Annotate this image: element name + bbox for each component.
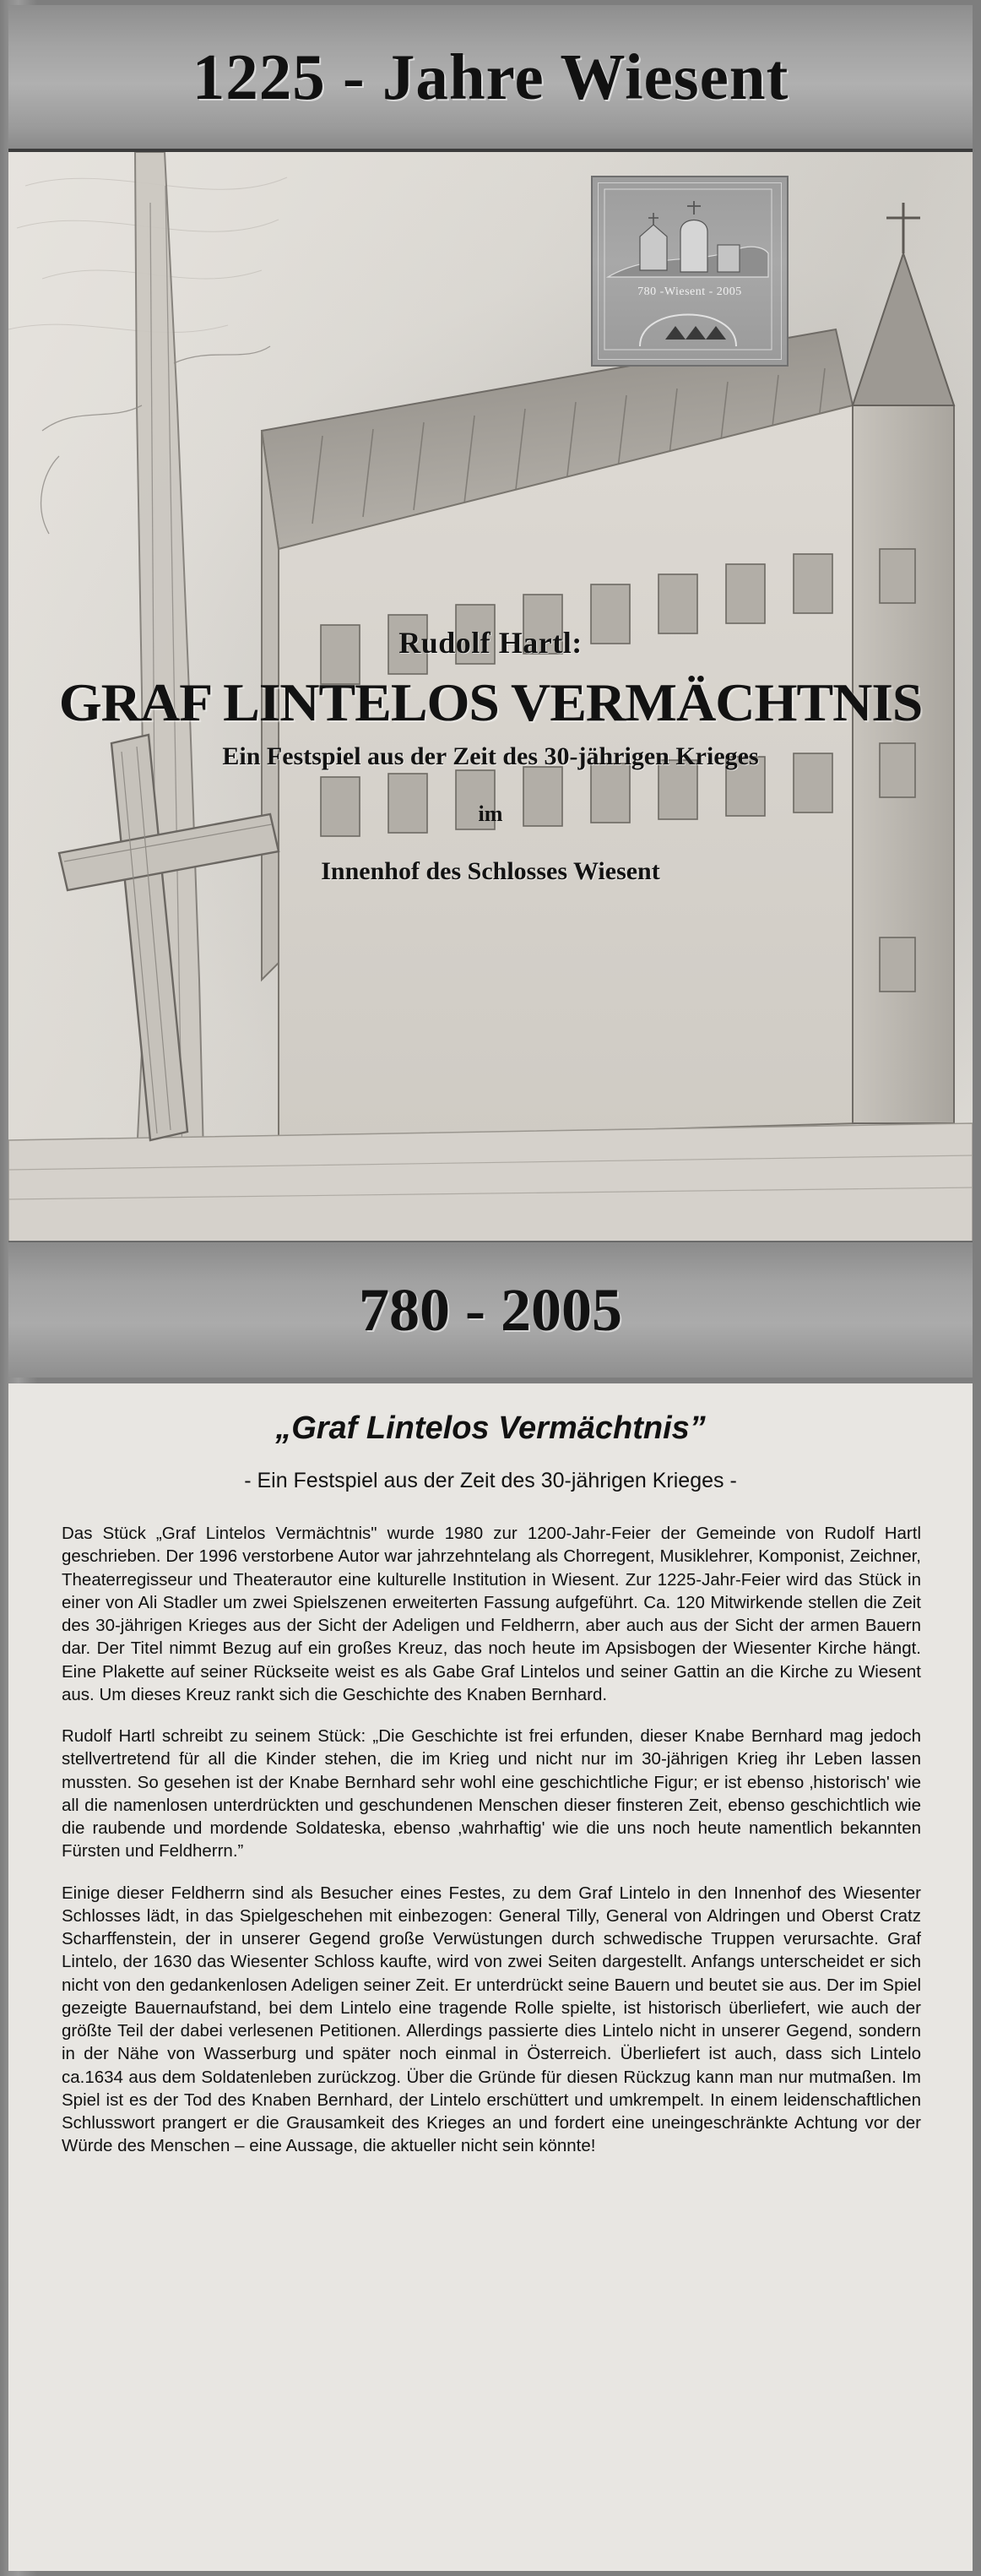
article-paragraph: Rudolf Hartl schreibt zu seinem Stück: „Die Geschichte ist frei erfunden, dieser Knabe Bernhard mag jedoch stellvertretend für all die Kinder stehen, die im Krieg und nicht nur im 30-jährigen Krieg ihr Leben lassen mussten. So gesehen ist der Knabe Bernhard sehr wohl eine geschichtliche Figur; er ist ebenso ‚historisch' wie all die namenlosen unterdrückten und geschundenen Menschen dieser finsteren Zeit, ebenso geschichtlich wie die raubende und mordende Soldateska, ebenso ‚wahrhaftig' wie die uns noch heute namentlich bekannten Fürsten und Feldherrn.” — [62, 1726, 921, 1861]
article-paragraph: Einige dieser Feldherrn sind als Besucher eines Festes, zu dem Graf Lintelo in den Innenhof des Wiesenter Schlosses lädt, in das Spielgeschehen mit einbezogen: General Tilly, General von Aldringen und Oberst Cratz Scharffenstein, der in unserer Gegend große Verwüstungen durch schwedische Truppen verursachte. Graf Lintelo, der 1630 das Wiesenter Schloss kaufte, wird von zwei Seiten dargestellt. Anfangs unterscheidet er sich nicht von den gedankenlosen Adeligen seiner Zeit. Er unterdrückt seine Bauern und beutet sie aus. Der im Spiel gezeigte Bauernaufstand, bei dem Lintelo eine tragende Rolle spielte, ist historisch überliefert, wie auch der größte Teil der dabei verlesenen Petitionen. Allerdings passierte dies Lintelo nicht in unserer Gegend, sondern in der Nähe von Wasserburg und später noch einmal in Österreich. Überliefert ist auch, dass sich Lintelo ca.1634 aus dem Soldatenleben zurückzog. Über die Gründe für diesen Rückzug kann man nur mutmaßen. Im Spiel ist es der Tod des Knaben Bernhard, der Lintelo erschüttert und umkrempelt. In einem leidenschaftlichen Schlusswort prangert er die Grausamkeit des Krieges an und fordert eine uneingeschränkte Achtung vor der Würde des Menschen – eine Aussage, die aktueller nicht sein könnte! — [62, 1883, 921, 2156]
poster-author: Rudolf Hartl: — [398, 626, 583, 660]
poster-play-subtitle: Ein Festspiel aus der Zeit des 30-jährigen Krieges — [222, 742, 759, 770]
article-content — [55, 1404, 926, 2158]
poster-bottom-banner — [8, 1241, 973, 1378]
pencil-sketch-illustration — [8, 152, 973, 1242]
emblem-artwork — [593, 177, 783, 361]
poster-graphic — [8, 5, 973, 1378]
poster-year-range: 780 - 2005 — [359, 1275, 622, 1344]
poster-text-block — [8, 625, 973, 886]
emblem-year-label: 780 -Wiesent - 2005 — [637, 285, 742, 298]
poster-venue: Innenhof des Schlosses Wiesent — [321, 857, 660, 885]
poster-top-banner — [8, 5, 973, 152]
poster-title-year: 1225 - Jahre Wiesent — [192, 40, 789, 113]
poster-connector: im — [478, 802, 503, 826]
article-section — [8, 1383, 973, 2571]
article-title: „Graf Lintelos Vermächtnis” — [275, 1410, 706, 1446]
article-subtitle: - Ein Festspiel aus der Zeit des 30-jährigen Krieges - — [244, 1469, 737, 1492]
article-paragraph: Das Stück „Graf Lintelos Vermächtnis" wurde 1980 zur 1200-Jahr-Feier der Gemeinde von Rudolf Hartl geschrieben. Der 1996 verstorbene Autor war jahrzehntelang als Chorregent, Musiklehrer, Komponist, Zeichner, Theaterregisseur und Theaterautor eine kulturelle Institution in Wiesent. Zur 1225-Jahr-Feier wird das Stück in einer von Ali Stadler um zwei Spielszenen erweiterten Fassung aufgeführt. Ca. 120 Mitwirkende stellen die Zeit des 30-jährigen Krieges aus der Sicht der Adeligen und Feldherrn, aber auch aus der Sicht der armen Bauern dar. Der Titel nimmt Bezug auf ein großes Kreuz, das noch heute im Apsisbogen der Wiesenter Kirche hängt. Eine Plakette auf seiner Rückseite weist es als Gabe Graf Lintelos und seiner Gattin an die Kirche zu Wiesent aus. Um dieses Kreuz rankt sich die Geschichte des Knaben Bernhard. — [62, 1524, 921, 1704]
anniversary-emblem — [591, 176, 789, 367]
poster-play-title: GRAF LINTELOS VERMÄCHTNIS — [58, 673, 923, 732]
